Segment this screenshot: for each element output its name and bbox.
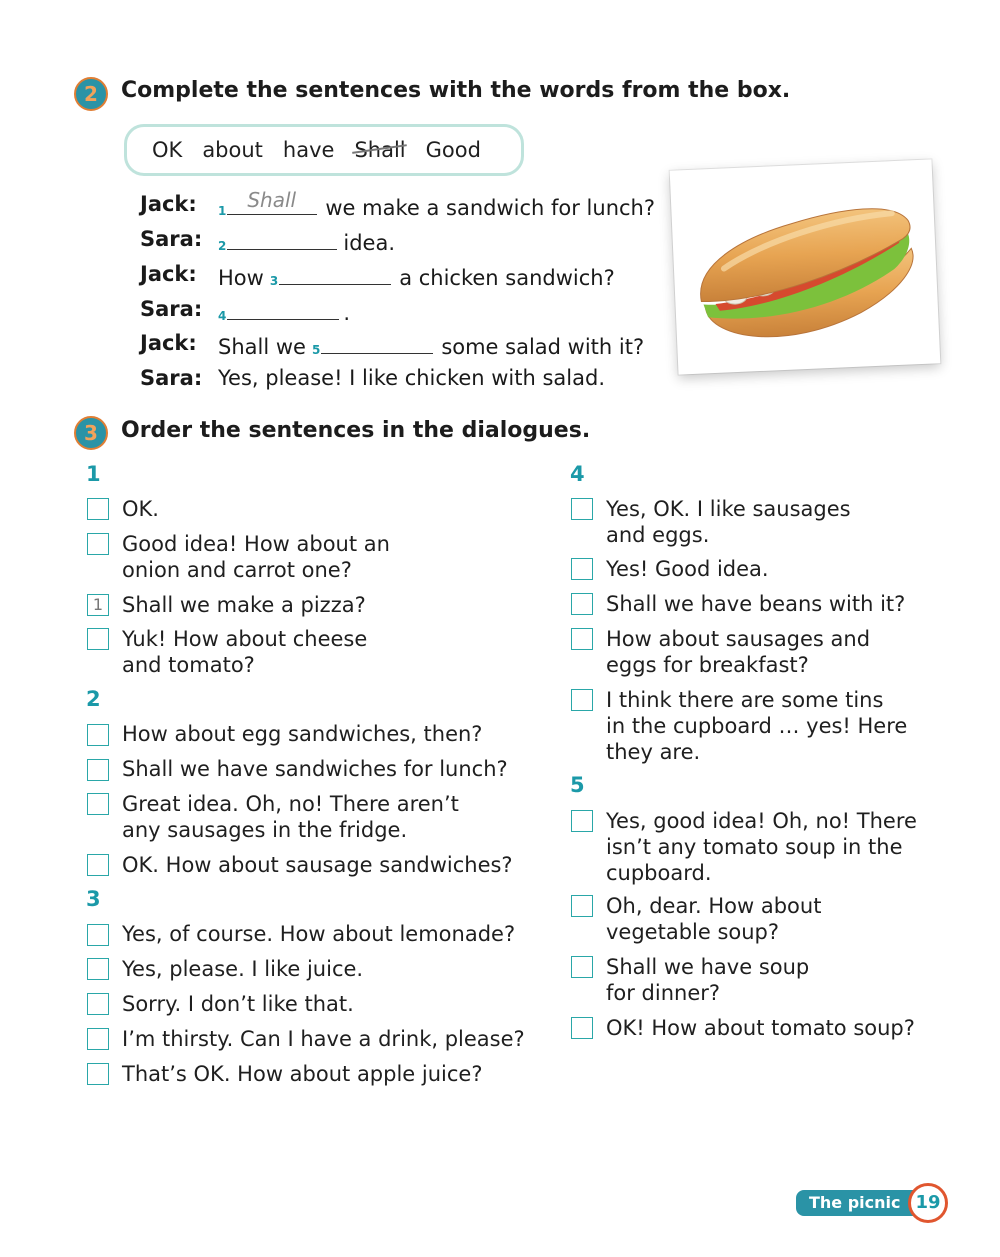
sandwich-photo — [670, 159, 941, 374]
order-checkbox[interactable] — [87, 1028, 109, 1050]
order-checkbox[interactable] — [87, 1063, 109, 1085]
dialogue-sentence: Sorry. I don’t like that. — [122, 992, 354, 1016]
order-checkbox[interactable] — [87, 759, 109, 781]
speaker-name: Jack: — [140, 192, 197, 216]
speaker-name: Sara: — [140, 297, 203, 321]
answer-gap[interactable] — [227, 227, 337, 250]
dialogue-group-number: 4 — [570, 462, 585, 486]
exercise-number-badge: 3 — [74, 416, 108, 450]
example-answer: Shall — [247, 188, 297, 212]
speaker-name: Sara: — [140, 366, 203, 390]
unit-title-tab: The picnic — [796, 1190, 926, 1216]
dialogue-sentence: How about egg sandwiches, then? — [122, 722, 483, 746]
order-checkbox[interactable] — [87, 724, 109, 746]
sandwich-illustration — [670, 159, 941, 374]
dialogue-sentence: Yes, of course. How about lemonade? — [122, 922, 516, 946]
order-checkbox[interactable] — [571, 810, 593, 832]
dialogue-sentence: Yes, please. I like juice. — [122, 957, 364, 981]
speaker-name: Jack: — [140, 262, 197, 286]
dialogue-group-number: 5 — [570, 773, 585, 797]
dialogue-text: we make a sandwich for lunch? — [325, 196, 656, 220]
dialogue-sentence: OK! How about tomato soup? — [606, 1016, 915, 1040]
order-checkbox[interactable] — [571, 895, 593, 917]
answer-gap[interactable] — [227, 188, 317, 215]
dialogue-sentence: Yuk! How about cheese and tomato? — [122, 627, 368, 677]
exercise-instruction: Order the sentences in the dialogues. — [121, 418, 591, 443]
word-box-word-used: Shall — [354, 138, 406, 162]
dialogue-sentence: I think there are some tins in the cupboard … yes! Here they are. — [606, 688, 908, 764]
dialogue-sentence: Shall we have soup for dinner? — [606, 955, 810, 1005]
dialogue-text: a chicken sandwich? — [399, 266, 615, 290]
speaker-name: Sara: — [140, 227, 203, 251]
word-box-word: OK — [152, 138, 183, 162]
gap-number: 2 — [218, 239, 227, 253]
order-checkbox[interactable] — [87, 924, 109, 946]
dialogue-sentence: I’m thirsty. Can I have a drink, please? — [122, 1027, 525, 1051]
order-checkbox[interactable] — [571, 593, 593, 615]
dialogue-sentence: Shall we have sandwiches for lunch? — [122, 757, 508, 781]
dialogue-sentence: How about sausages and eggs for breakfast? — [606, 627, 871, 677]
dialogue-sentence: Yes! Good idea. — [606, 557, 769, 581]
order-checkbox[interactable] — [571, 628, 593, 650]
gap-number: 5 — [311, 343, 321, 357]
order-checkbox[interactable] — [571, 498, 593, 520]
word-box-word: Good — [425, 138, 481, 162]
word-box-word: have — [282, 138, 335, 162]
page-number: 19 — [908, 1183, 948, 1223]
dialogue-text: idea. — [343, 231, 395, 255]
order-checkbox[interactable] — [87, 854, 109, 876]
order-checkbox[interactable]: 1 — [87, 594, 109, 616]
order-checkbox[interactable] — [571, 1017, 593, 1039]
gap-number: 1 — [218, 204, 227, 218]
order-checkbox[interactable] — [571, 689, 593, 711]
dialogue-sentence: Shall we have beans with it? — [606, 592, 906, 616]
dialogue-group-number: 2 — [86, 687, 101, 711]
dialogue-sentence: Yes, OK. I like sausages and eggs. — [606, 497, 851, 547]
dialogue-sentence: Oh, dear. How about vegetable soup? — [606, 894, 822, 944]
dialogue-sentence: That’s OK. How about apple juice? — [122, 1062, 483, 1086]
exercise-number-badge: 2 — [74, 77, 108, 111]
dialogue-text: . — [343, 301, 351, 325]
word-box-word: about — [202, 138, 263, 162]
dialogue-text: How — [218, 266, 264, 290]
order-checkbox[interactable] — [87, 993, 109, 1015]
answer-gap[interactable] — [321, 331, 433, 354]
word-box — [124, 124, 524, 176]
order-checkbox[interactable] — [87, 628, 109, 650]
order-checkbox[interactable] — [87, 793, 109, 815]
dialogue-text: some salad with it? — [441, 335, 645, 359]
dialogue-sentence: Yes, good idea! Oh, no! There isn’t any tomato soup in the cupboard. — [606, 809, 917, 885]
gap-number: 3 — [269, 274, 279, 288]
dialogue-sentence: Good idea! How about an onion and carrot one? — [122, 532, 390, 582]
order-checkbox[interactable] — [87, 498, 109, 520]
dialogue-text: Yes, please! I like chicken with salad. — [218, 366, 606, 390]
speaker-name: Jack: — [140, 331, 197, 355]
dialogue-sentence: Shall we make a pizza? — [122, 593, 366, 617]
dialogue-sentence: OK. — [122, 497, 159, 521]
order-checkbox[interactable] — [87, 533, 109, 555]
dialogue-text: Shall we — [218, 335, 306, 359]
gap-number: 4 — [218, 309, 227, 323]
exercise-instruction: Complete the sentences with the words from the box. — [121, 78, 791, 103]
order-checkbox[interactable] — [571, 956, 593, 978]
order-checkbox[interactable] — [87, 958, 109, 980]
order-checkbox[interactable] — [571, 558, 593, 580]
dialogue-sentence: Great idea. Oh, no! There aren’t any sausages in the fridge. — [122, 792, 459, 842]
dialogue-group-number: 3 — [86, 887, 101, 911]
dialogue-group-number: 1 — [86, 462, 101, 486]
answer-gap[interactable] — [227, 297, 339, 320]
answer-gap[interactable] — [279, 262, 391, 285]
dialogue-sentence: OK. How about sausage sandwiches? — [122, 853, 513, 877]
